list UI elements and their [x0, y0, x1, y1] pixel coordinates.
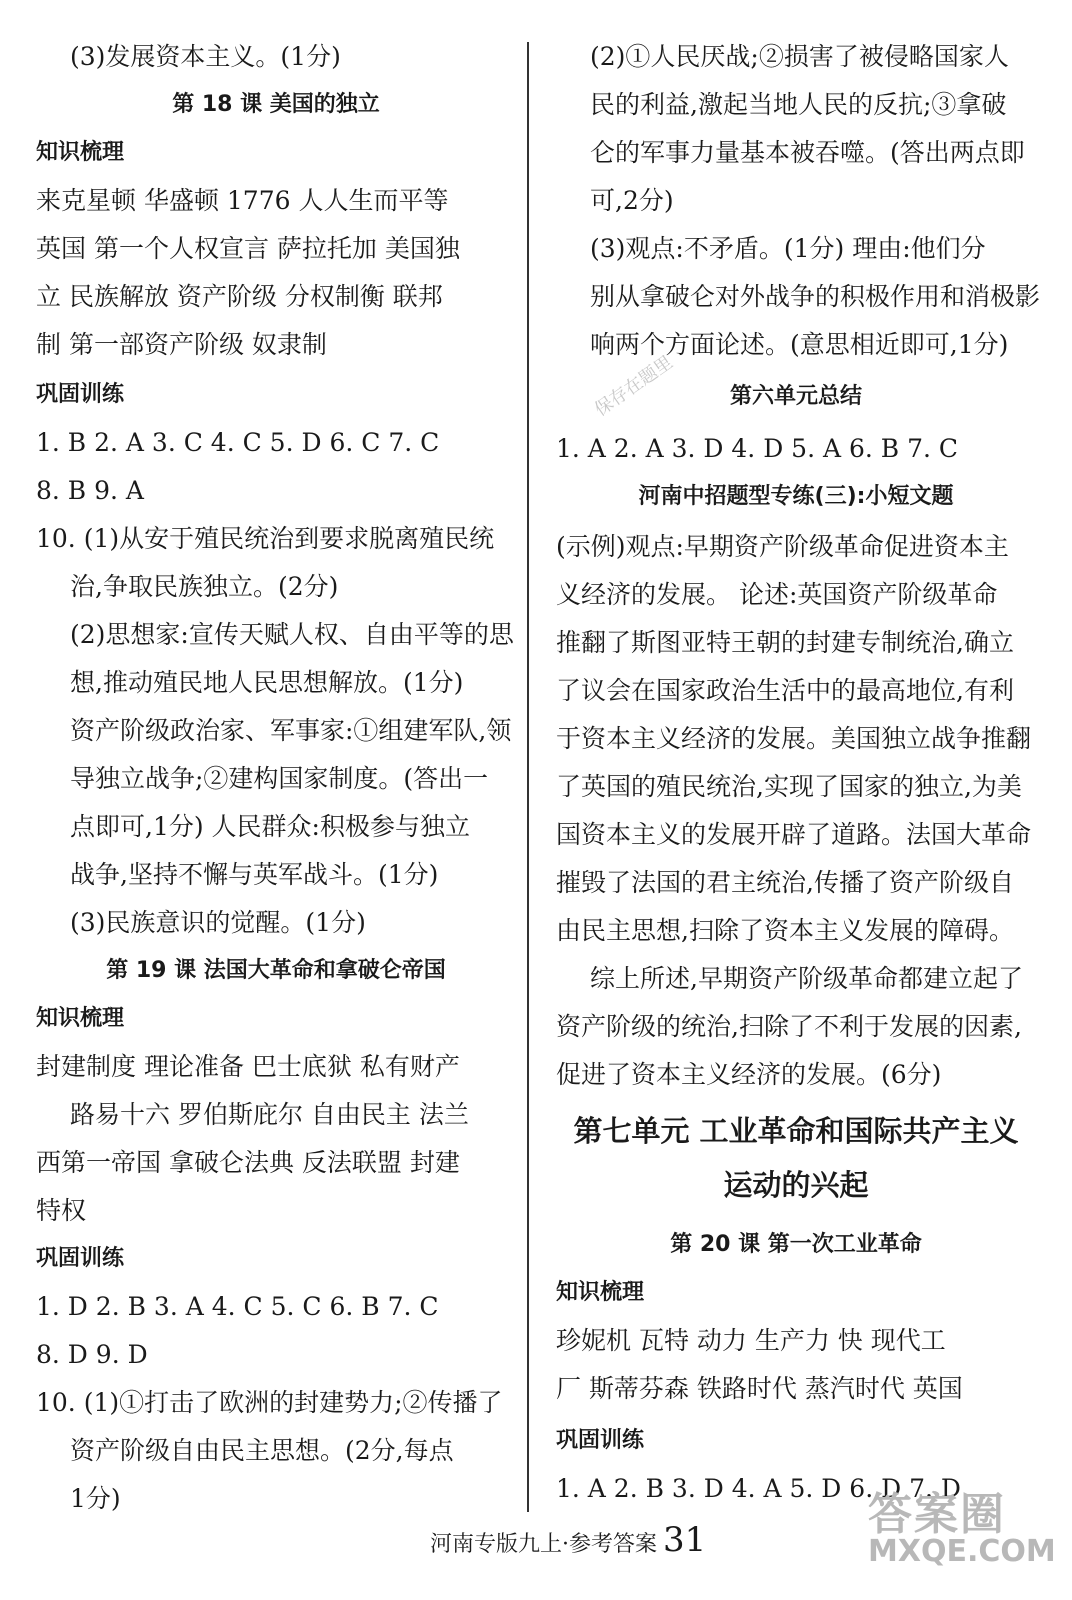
right-line: 1. A 2. A 3. D 4. D 5. A 6. B 7. C [556, 434, 959, 463]
right-line: 于资本主义经济的发展。美国独立战争推翻 [556, 724, 1032, 753]
left-line: 点即可,1分) 人民群众:积极参与独立 [70, 812, 470, 841]
left-line: 巩固训练 [36, 382, 125, 407]
watermark-line1: 答案圈 [868, 1489, 1006, 1540]
right-line: 仑的军事力量基本被吞噬。(答出两点即 [590, 138, 1025, 167]
left-line: 8. D 9. D [36, 1340, 148, 1369]
right-line: 推翻了斯图亚特王朝的封建专制统治,确立 [556, 628, 1014, 657]
right-line: 摧毁了法国的君主统治,传播了资产阶级自 [556, 868, 1014, 897]
left-line: 1分) [70, 1484, 121, 1513]
left-line: 10. (1)①打击了欧洲的封建势力;②传播了 [36, 1388, 503, 1417]
left-line: 资产阶级政治家、军事家:①组建军队,领 [70, 716, 512, 745]
left-line: (3)民族意识的觉醒。(1分) [70, 908, 366, 937]
right-line: 响两个方面论述。(意思相近即可,1分) [590, 330, 1009, 359]
left-line: 10. (1)从安于殖民统治到要求脱离殖民统 [36, 524, 495, 553]
right-line: 河南中招题型专练(三):小短文题 [638, 484, 954, 509]
right-line: 民的利益,激起当地人民的反抗;③拿破 [590, 90, 1007, 119]
right-line: 了议会在国家政治生活中的最高地位,有利 [556, 676, 1014, 705]
left-line: 第 19 课 法国大革命和拿破仑帝国 [106, 958, 446, 983]
right-line: 促进了资本主义经济的发展。(6分) [556, 1060, 942, 1089]
right-line: (示例)观点:早期资产阶级革命促进资本主 [556, 532, 1009, 561]
right-line: 运动的兴起 [723, 1168, 869, 1202]
left-line: 来克星顿 华盛顿 1776 人人生而平等 [36, 186, 449, 215]
right-line: 厂 斯蒂芬森 铁路时代 蒸汽时代 英国 [556, 1374, 963, 1403]
left-line: 1. B 2. A 3. C 4. C 5. D 6. C 7. C [36, 428, 440, 457]
left-line: 战争,坚持不懈与英军战斗。(1分) [70, 860, 439, 889]
right-line: (2)①人民厌战;②损害了被侵略国家人 [590, 42, 1009, 71]
left-line: 西第一帝国 拿破仑法典 反法联盟 封建 [36, 1148, 460, 1177]
watermark-logo [868, 1478, 1056, 1569]
right-line: 1. A 2. B 3. D 4. A 5. D 6. D 7. D [556, 1474, 961, 1503]
column-divider [527, 42, 529, 1512]
right-line: 知识梳理 [556, 1280, 645, 1305]
left-line: 英国 第一个人权宣言 萨拉托加 美国独 [36, 234, 460, 263]
left-line: 封建制度 理论准备 巴士底狱 私有财产 [36, 1052, 460, 1081]
left-line: 8. B 9. A [36, 476, 144, 505]
faint-stamp: 保存在题里 [590, 351, 677, 421]
left-line: 特权 [36, 1196, 87, 1225]
left-line: 资产阶级自由民主思想。(2分,每点 [70, 1436, 454, 1465]
left-line: 立 民族解放 资产阶级 分权制衡 联邦 [36, 282, 443, 311]
right-line: 珍妮机 瓦特 动力 生产力 快 现代工 [556, 1326, 946, 1355]
left-line: 治,争取民族独立。(2分) [70, 572, 339, 601]
right-line: 综上所述,早期资产阶级革命都建立起了 [590, 964, 1023, 993]
page-number: 31 [663, 1520, 707, 1560]
left-line: 知识梳理 [36, 1006, 125, 1031]
left-line: 巩固训练 [36, 1246, 125, 1271]
right-line: 第 20 课 第一次工业革命 [670, 1232, 922, 1257]
left-line: 想,推动殖民地人民思想解放。(1分) [70, 668, 464, 697]
left-line: (3)发展资本主义。(1分) [70, 42, 341, 71]
left-line: 路易十六 罗伯斯庇尔 自由民主 法兰 [70, 1100, 469, 1129]
left-line: 制 第一部资产阶级 奴隶制 [36, 330, 327, 359]
right-line: 义经济的发展。 论述:英国资产阶级革命 [556, 580, 998, 609]
left-line: 知识梳理 [36, 140, 125, 165]
right-line: 第六单元总结 [729, 384, 862, 409]
footer-label: 河南专版九上·参考答案 [430, 1532, 657, 1557]
left-line: 第 18 课 美国的独立 [172, 92, 380, 117]
right-line: 资产阶级的统治,扫除了不利于发展的因素, [556, 1012, 1022, 1041]
right-line: 了英国的殖民统治,实现了国家的独立,为美 [556, 772, 1022, 801]
right-line: 国资本主义的发展开辟了道路。法国大革命 [556, 820, 1032, 849]
left-line: 导独立战争;②建构国家制度。(答出一 [70, 764, 489, 793]
right-line: 可,2分) [590, 186, 674, 215]
watermark-line2: MXQE.COM [868, 1534, 1056, 1569]
left-line: 1. D 2. B 3. A 4. C 5. C 6. B 7. C [36, 1292, 439, 1321]
right-line: 第七单元 工业革命和国际共产主义 [573, 1114, 1019, 1148]
page-footer [430, 1520, 706, 1560]
right-line: 别从拿破仑对外战争的积极作用和消极影 [590, 282, 1041, 311]
right-line: 巩固训练 [556, 1428, 645, 1453]
right-line: 由民主思想,扫除了资本主义发展的障碍。 [556, 916, 1014, 945]
left-line: (2)思想家:宣传天赋人权、自由平等的思 [70, 620, 514, 649]
right-line: (3)观点:不矛盾。(1分) 理由:他们分 [590, 234, 986, 263]
